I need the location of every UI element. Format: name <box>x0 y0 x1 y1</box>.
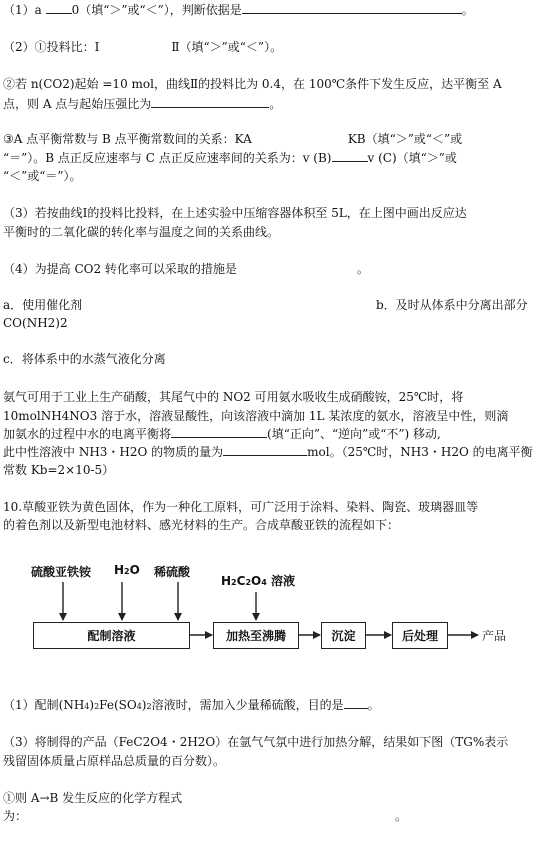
q10-1-blank-purpose[interactable] <box>344 697 368 709</box>
input-water: H2O <box>114 563 140 577</box>
input-oxalic-acid-solution: H2C2O4 溶液 <box>221 574 295 588</box>
q2-2-end: 。 <box>269 97 282 111</box>
ammonia-d-end: mol。（25℃时，NH3・H2O 的电离平衡 <box>307 445 533 459</box>
q2-line: （2）①投料比：Ⅰ Ⅱ（填“＞”或“＜”）。 <box>3 40 283 54</box>
q4-end: 。 <box>356 262 369 276</box>
ammonia-line-a: 氨气可用于工业上生产硝酸，其尾气中的 NO2 可用氨水吸收生成硝酸铵，25℃时，将 <box>3 390 464 404</box>
q10-3-1-line-a: ①则 A→B 发生反应的化学方程式 <box>3 791 183 805</box>
ammonia-c-end: (填“正向”、“逆向”或“不”) 移动, <box>267 427 441 441</box>
step-prepare-solution: 配制溶液 <box>33 622 190 649</box>
ammonia-d-prefix: 此中性溶液中 NH3・H2O 的物质的量为 <box>3 445 224 459</box>
option-b: b．及时从体系中分离出部分 <box>376 298 528 312</box>
q4-prefix: （4）为提高 CO2 转化率可以采取的措施是 <box>3 262 237 276</box>
q10-3-line-b: 残留固体质量占原样品总质量的百分数）。 <box>3 754 226 768</box>
q3-line-b: 平衡时的二氧化碳的转化率与温度之间的关系曲线。 <box>3 225 280 239</box>
q10-3-line-a: （3）将制得的产品（FeC2O4・2H2O）在氩气气氛中进行加热分解，结果如下图（TG%表示 <box>3 735 509 749</box>
step-heat-to-boil: 加热至沸腾 <box>213 622 299 649</box>
q1-end: 。 <box>461 3 474 17</box>
option-a: a．使用催化剂 <box>3 298 83 312</box>
q1-prefix: （1）a <box>3 3 46 17</box>
ammonia-line-b: 10molNH4NO3 溶于水，溶液显酸性，向该溶液中滴加 1L 某浓度的氨水，溶液呈中性，则滴 <box>3 409 509 423</box>
ammonia-c-prefix: 加氨水的过程中水的电离平衡将 <box>3 427 172 441</box>
q10-3-1-line-b: 为： 。 <box>3 809 408 823</box>
input-ammonium-ferrous-sulfate: 硫酸亚铁铵 <box>31 565 92 579</box>
q2-3-line-c: “＜”或“＝”）。 <box>3 169 82 183</box>
q10-line-b: 的着色剂以及新型电池材料、感光材料的生产。合成草酸亚铁的流程如下： <box>3 518 400 532</box>
option-b-cont: CO(NH2)2 <box>3 316 68 330</box>
flow-product: 产品 <box>482 629 507 643</box>
q2-3-mid: v (C)（填“＞”或 <box>367 151 457 165</box>
ammonia-line-e: 常数 Kb=2×10-5） <box>3 463 115 477</box>
step-post-treatment: 后处理 <box>392 622 448 649</box>
input-dilute-sulfuric-acid: 稀硫酸 <box>154 565 191 579</box>
q3-line-a: （3）若按曲线Ⅰ的投料比投料，在上述实验中压缩容器体积至 5L，在上图中画出反应达 <box>3 206 467 220</box>
q1-mid: 0（填“＞”或“＜”），判断依据是 <box>71 3 242 17</box>
q2-2-prefix: 点，则 A 点与起始压强比为 <box>3 97 152 111</box>
q10-1-line: （1）配制(NH4)2Fe(SO4)2溶液时，需加入少量稀硫酸，目的是 。 <box>3 698 380 712</box>
q10-line-a: 10.草酸亚铁为黄色固体，作为一种化工原料，可广泛用于涂料、染料、陶瓷、玻璃器皿等 <box>3 500 479 514</box>
q2-2-line-a: ②若 n(CO2)起始 =10 mol，曲线Ⅱ的投料比为 0.4，在 100℃条件下发生反应，达平衡至 A <box>3 77 502 91</box>
step-precipitate: 沉淀 <box>321 622 366 649</box>
option-c: c．将体系中的水蒸气液化分离 <box>3 352 166 366</box>
q2-3-prefix: “＝”）。B 点正反应速率与 C 点正反应速率间的关系为：v (B) <box>3 151 332 165</box>
q2-3-line-a: ③A 点平衡常数与 B 点平衡常数间的关系：KA KB（填“＞”或“＜”或 <box>3 132 463 146</box>
